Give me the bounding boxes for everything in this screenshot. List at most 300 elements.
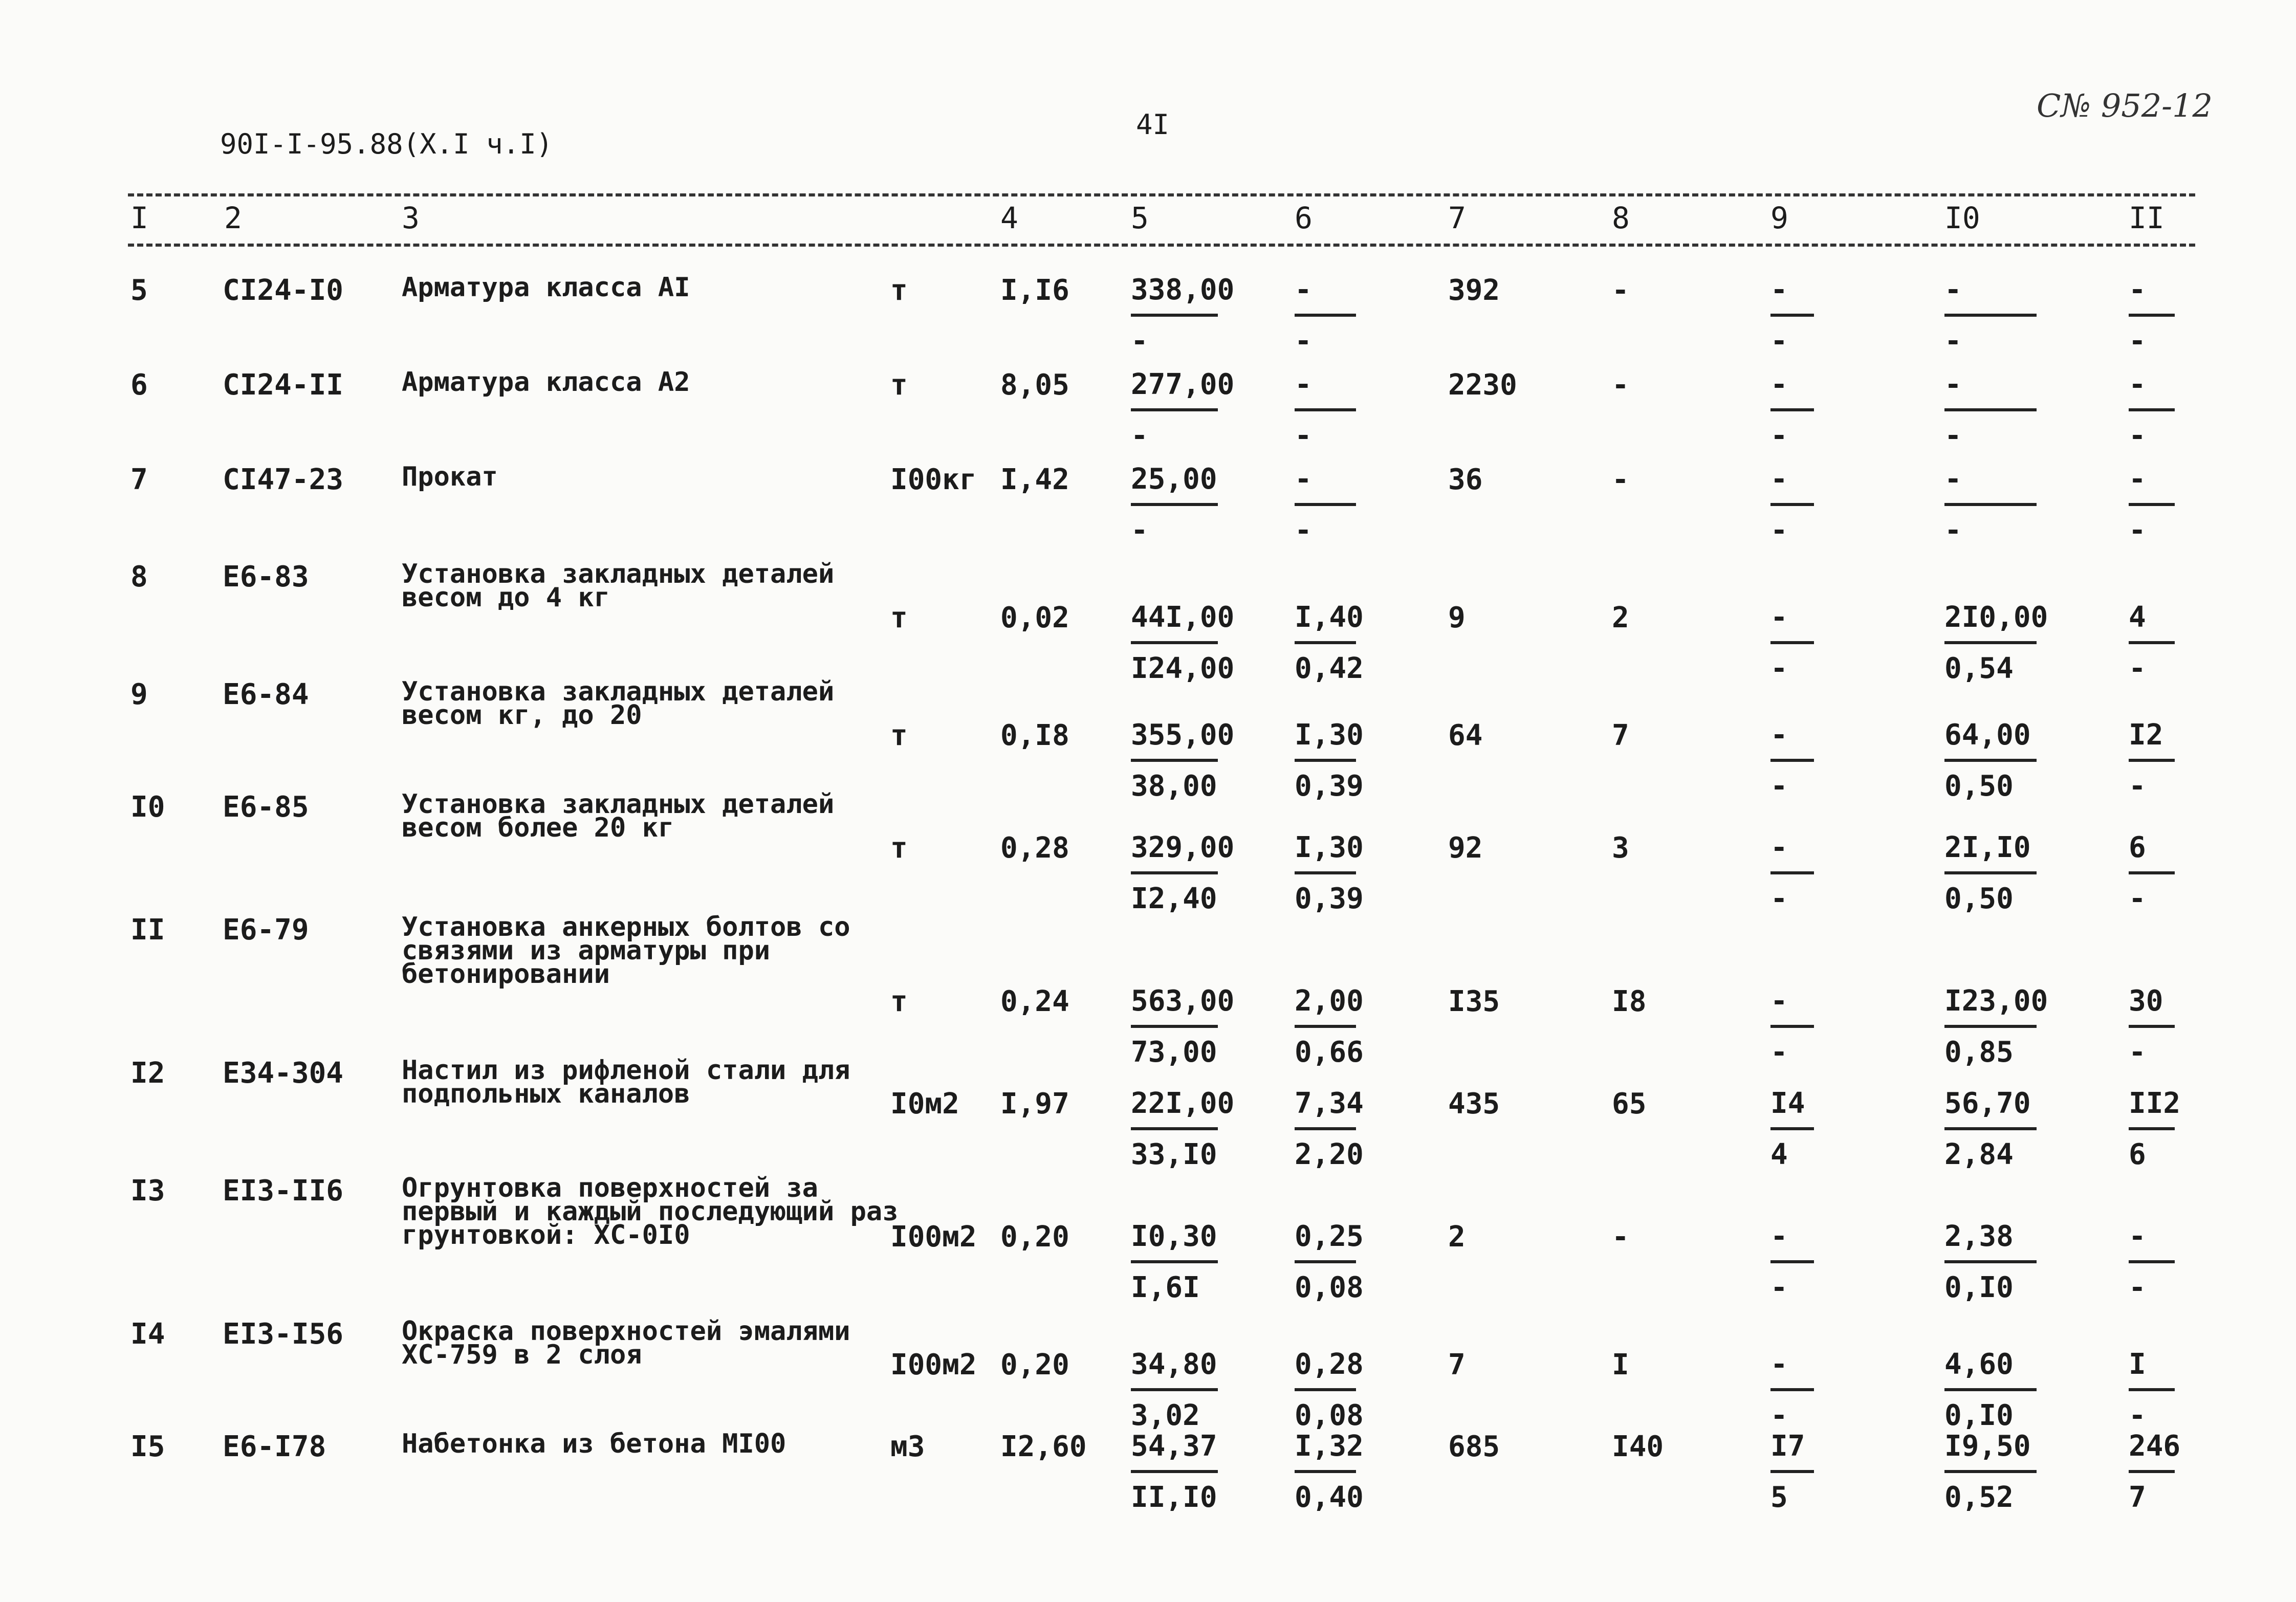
fraction-c11 (2129, 601, 2175, 685)
quantity: I,I6 (1000, 274, 1069, 307)
fraction-c6 (1295, 274, 1356, 358)
col-7-value: 92 (1448, 831, 1483, 865)
rate-code: EI3-I56 (223, 1318, 344, 1351)
denominator: - (1770, 1036, 1788, 1069)
fraction-c5 (1131, 1348, 1218, 1432)
col-7-value: 7 (1448, 1348, 1466, 1381)
fraction-bar (1944, 641, 2037, 644)
numerator: I4 (1770, 1087, 1805, 1120)
fraction-c9 (1770, 1220, 1814, 1304)
denominator: 0,08 (1295, 1399, 1364, 1432)
numerator: - (1770, 368, 1788, 401)
fraction-bar (1944, 1470, 2037, 1473)
work-name: Установка закладных деталей весом до 4 кг (402, 559, 835, 613)
fraction-c9 (1770, 985, 1814, 1069)
numerator: - (1944, 273, 1962, 306)
unit: т (890, 831, 908, 865)
fraction-bar (1944, 1127, 2037, 1130)
fraction-c11 (2129, 274, 2175, 358)
fraction-bar (1131, 641, 1218, 644)
fraction-bar (1770, 1470, 1814, 1473)
fraction-c5 (1131, 463, 1218, 547)
numerator: 34,80 (1131, 1348, 1217, 1381)
column-header-6: 6 (1295, 201, 1313, 235)
unit: I0м2 (890, 1087, 959, 1121)
row-number: I2 (130, 1057, 165, 1090)
column-header-2: 2 (224, 201, 242, 235)
quantity: 0,20 (1000, 1348, 1069, 1381)
denominator: 0,39 (1295, 882, 1364, 915)
column-header-1: I (130, 201, 148, 235)
denominator: 4 (1770, 1138, 1788, 1171)
denominator: II,I0 (1131, 1481, 1217, 1514)
fraction-c6 (1295, 984, 1364, 1069)
column-header-10: I0 (1944, 201, 1980, 235)
fraction-c9 (1770, 831, 1814, 915)
fraction-c5 (1131, 273, 1235, 358)
work-name: Прокат (402, 462, 498, 492)
work-name: Арматура класса AI (402, 272, 690, 303)
fraction-c10 (1944, 463, 2037, 547)
numerator: I2 (2129, 718, 2163, 752)
quantity: 8,05 (1000, 368, 1069, 402)
unit: I00м2 (890, 1348, 977, 1381)
fraction-bar (2129, 503, 2175, 506)
numerator: 355,00 (1131, 718, 1235, 752)
fraction-c5 (1131, 601, 1235, 685)
fraction-bar (1131, 1470, 1218, 1473)
numerator: - (1944, 463, 1962, 496)
denominator: 0,39 (1295, 770, 1364, 803)
fraction-bar (1295, 1025, 1356, 1028)
denominator: 73,00 (1131, 1036, 1217, 1069)
numerator: - (1770, 463, 1788, 496)
fraction-bar (1295, 1388, 1356, 1391)
numerator: - (2129, 463, 2146, 496)
numerator: I,30 (1295, 831, 1364, 864)
numerator: 6 (2129, 831, 2146, 864)
denominator: - (1770, 1271, 1788, 1304)
numerator: 0,28 (1295, 1348, 1364, 1381)
denominator: - (2129, 652, 2146, 685)
denominator: - (1295, 514, 1312, 547)
numerator: - (2129, 1220, 2146, 1253)
fraction-bar (1770, 408, 1814, 411)
fraction-bar (1770, 314, 1814, 317)
fraction-c6 (1295, 463, 1356, 547)
fraction-c11 (2129, 463, 2175, 547)
fraction-bar (2129, 1260, 2175, 1263)
fraction-bar (1131, 503, 1218, 506)
numerator: - (1295, 463, 1312, 496)
work-name: Окраска поверхностей эмалями XC-759 в 2 слоя (402, 1316, 850, 1370)
denominator: 0,I0 (1944, 1399, 2014, 1432)
fraction-c10 (1944, 1220, 2037, 1304)
numerator: 54,37 (1131, 1430, 1217, 1463)
fraction-c11 (2129, 831, 2175, 915)
rate-code: E6-I78 (223, 1430, 326, 1463)
row-number: 9 (130, 678, 148, 711)
quantity: 0,20 (1000, 1220, 1069, 1254)
numerator: I9,50 (1944, 1430, 2031, 1463)
denominator: - (1770, 770, 1788, 803)
fraction-c9 (1770, 274, 1814, 358)
numerator: 30 (2129, 984, 2163, 1018)
numerator: 2,00 (1295, 984, 1364, 1018)
fraction-bar (2129, 314, 2175, 317)
unit: I00кг (890, 463, 977, 496)
denominator: - (1770, 324, 1788, 358)
numerator: 7,34 (1295, 1087, 1364, 1120)
fraction-c9 (1770, 368, 1814, 452)
fraction-c11 (2129, 719, 2175, 803)
fraction-bar (1131, 759, 1218, 762)
fraction-c9 (1770, 463, 1814, 547)
unit: т (890, 274, 908, 307)
quantity: 0,I8 (1000, 719, 1069, 752)
denominator: 7 (2129, 1481, 2146, 1514)
fraction-c9 (1770, 601, 1814, 685)
fraction-bar (1770, 641, 1814, 644)
fraction-c11 (2129, 1348, 2175, 1432)
quantity: I,97 (1000, 1087, 1069, 1121)
fraction-c6 (1295, 601, 1364, 685)
fraction-c10 (1944, 601, 2048, 685)
work-name: Огрунтовка поверхностей за первый и каждый последующий раз грунтовкой: XC-0I0 (402, 1173, 899, 1250)
denominator: - (1944, 324, 1962, 358)
denominator: 33,I0 (1131, 1138, 1217, 1171)
denominator: I24,00 (1131, 652, 1235, 685)
fraction-c6 (1295, 1220, 1364, 1304)
fraction-bar (1944, 408, 2037, 411)
fraction-bar (1131, 314, 1218, 317)
fraction-c10 (1944, 831, 2037, 915)
col-8-value: 65 (1612, 1087, 1647, 1121)
fraction-c11 (2129, 1220, 2175, 1304)
unit: т (890, 368, 908, 402)
quantity: 0,28 (1000, 831, 1069, 865)
numerator: 22I,00 (1131, 1087, 1235, 1120)
fraction-c9 (1770, 1430, 1814, 1514)
fraction-c10 (1944, 1430, 2037, 1514)
numerator: 44I,00 (1131, 601, 1235, 634)
fraction-c5 (1131, 831, 1235, 915)
col-7-value: 9 (1448, 601, 1466, 634)
denominator: 3,02 (1131, 1399, 1200, 1432)
fraction-bar (2129, 1388, 2175, 1391)
fraction-bar (2129, 1470, 2175, 1473)
denominator: 0,54 (1944, 652, 2014, 685)
header-top-rule (128, 193, 2195, 196)
denominator: 5 (1770, 1481, 1788, 1514)
col-7-value: 685 (1448, 1430, 1500, 1463)
fraction-bar (1770, 1388, 1814, 1391)
column-header-4: 4 (1000, 201, 1018, 235)
fraction-c6 (1295, 1087, 1364, 1171)
denominator: - (2129, 1036, 2146, 1069)
quantity: 0,02 (1000, 601, 1069, 634)
numerator: 2I,I0 (1944, 831, 2031, 864)
fraction-c11 (2129, 1430, 2181, 1514)
fraction-c5 (1131, 1430, 1218, 1514)
col-8-value: I8 (1612, 985, 1647, 1018)
denominator: 0,50 (1944, 770, 2014, 803)
fraction-bar (1944, 759, 2037, 762)
denominator: - (2129, 324, 2146, 358)
denominator: - (2129, 419, 2146, 452)
header-bottom-rule (128, 244, 2195, 247)
fraction-c10 (1944, 368, 2037, 452)
denominator: - (1770, 652, 1788, 685)
fraction-bar (1770, 871, 1814, 874)
fraction-bar (1944, 1260, 2037, 1263)
work-name: Настил из рифленой стали для подпольных каналов (402, 1055, 850, 1109)
numerator: I0,30 (1131, 1220, 1217, 1253)
fraction-bar (1944, 503, 2037, 506)
col-8-value: 7 (1612, 719, 1629, 752)
column-header-8: 8 (1612, 201, 1630, 235)
numerator: 56,70 (1944, 1087, 2031, 1120)
numerator: 338,00 (1131, 273, 1235, 306)
numerator: 2I0,00 (1944, 601, 2048, 634)
page-number: 4I (1136, 108, 1170, 141)
fraction-c5 (1131, 368, 1235, 452)
denominator: - (1944, 419, 1962, 452)
numerator: 277,00 (1131, 368, 1235, 401)
work-name: Установка закладных деталей весом более 20 кг (402, 789, 835, 843)
denominator: - (1131, 514, 1148, 547)
column-header-11: II (2129, 201, 2164, 235)
rate-code: EI3-II6 (223, 1174, 344, 1208)
rate-code: CI24-I0 (223, 274, 344, 307)
fraction-bar (1295, 314, 1356, 317)
column-header-3: 3 (402, 201, 420, 235)
fraction-bar (1131, 1127, 1218, 1130)
fraction-bar (1770, 1025, 1814, 1028)
fraction-bar (1770, 1127, 1814, 1130)
fraction-bar (1770, 1260, 1814, 1263)
denominator: 0,08 (1295, 1271, 1364, 1304)
denominator: - (1131, 324, 1148, 358)
numerator: - (1295, 368, 1312, 401)
denominator: - (1770, 1399, 1788, 1432)
numerator: - (1944, 368, 1962, 401)
denominator: 0,52 (1944, 1481, 2014, 1514)
numerator: - (1770, 718, 1788, 752)
fraction-bar (1295, 1127, 1356, 1130)
row-number: I3 (130, 1174, 165, 1208)
fraction-bar (1295, 871, 1356, 874)
fraction-c11 (2129, 985, 2175, 1069)
numerator: 4,60 (1944, 1348, 2014, 1381)
row-number: II (130, 913, 165, 947)
col-8-value: I40 (1612, 1430, 1664, 1463)
numerator: 2,38 (1944, 1220, 2014, 1253)
fraction-bar (1944, 871, 2037, 874)
col-7-value: I35 (1448, 985, 1500, 1018)
numerator: I23,00 (1944, 984, 2048, 1018)
fraction-c5 (1131, 1087, 1235, 1171)
col-7-value: 2230 (1448, 368, 1517, 402)
numerator: - (1770, 984, 1788, 1018)
fraction-bar (1295, 1260, 1356, 1263)
fraction-c5 (1131, 984, 1235, 1069)
column-header-9: 9 (1770, 201, 1788, 235)
numerator: I,30 (1295, 718, 1364, 752)
col-8-value: - (1612, 1220, 1629, 1254)
denominator: 2,84 (1944, 1138, 2014, 1171)
col-8-value: 2 (1612, 601, 1629, 634)
col-7-value: 392 (1448, 274, 1500, 307)
col-7-value: 36 (1448, 463, 1483, 496)
denominator: 0,40 (1295, 1481, 1364, 1514)
work-name: Набетонка из бетона MI00 (402, 1429, 786, 1459)
fraction-c5 (1131, 718, 1235, 803)
rate-code: E6-84 (223, 678, 309, 711)
fraction-c10 (1944, 984, 2048, 1069)
denominator: 0,42 (1295, 652, 1364, 685)
row-number: I0 (130, 791, 165, 824)
rate-code: CI24-II (223, 368, 344, 402)
fraction-bar (1944, 1388, 2037, 1391)
denominator: 0,66 (1295, 1036, 1364, 1069)
row-number: 5 (130, 274, 148, 307)
col-7-value: 64 (1448, 719, 1483, 752)
quantity: I,42 (1000, 463, 1069, 496)
fraction-bar (2129, 1025, 2175, 1028)
row-number: 7 (130, 463, 148, 496)
fraction-bar (1131, 871, 1218, 874)
fraction-c11 (2129, 368, 2175, 452)
fraction-c10 (1944, 719, 2037, 803)
fraction-c10 (1944, 274, 2037, 358)
fraction-bar (1295, 1470, 1356, 1473)
numerator: 246 (2129, 1430, 2181, 1463)
column-header-5: 5 (1131, 201, 1149, 235)
fraction-bar (1944, 314, 2037, 317)
fraction-bar (1944, 1025, 2037, 1028)
document-code: 90I-I-95.88(X.I ч.I) (220, 128, 553, 160)
fraction-c6 (1295, 1430, 1364, 1514)
denominator: - (2129, 1399, 2146, 1432)
fraction-bar (1295, 641, 1356, 644)
work-name: Установка анкерных болтов со связями из арматуры при бетонировании (402, 912, 850, 990)
unit: т (890, 719, 908, 752)
rate-code: E6-83 (223, 560, 309, 594)
numerator: 563,00 (1131, 984, 1235, 1018)
fraction-bar (1295, 759, 1356, 762)
denominator: 2,20 (1295, 1138, 1364, 1171)
numerator: I,40 (1295, 601, 1364, 634)
denominator: - (1295, 324, 1312, 358)
numerator: I,32 (1295, 1430, 1364, 1463)
numerator: - (1295, 273, 1312, 306)
col-8-value: I (1612, 1348, 1629, 1381)
numerator: - (2129, 368, 2146, 401)
column-header-7: 7 (1448, 201, 1466, 235)
numerator: I7 (1770, 1430, 1805, 1463)
numerator: - (1770, 273, 1788, 306)
denominator: I,6I (1131, 1271, 1200, 1304)
col-8-value: 3 (1612, 831, 1629, 865)
rate-code: E6-85 (223, 791, 309, 824)
numerator: - (1770, 1348, 1788, 1381)
fraction-c6 (1295, 718, 1364, 803)
fraction-c6 (1295, 831, 1364, 915)
row-number: 8 (130, 560, 148, 594)
archive-stamp: С№ 952-12 (2037, 87, 2213, 124)
denominator: - (2129, 770, 2146, 803)
numerator: - (1770, 831, 1788, 864)
col-7-value: 435 (1448, 1087, 1500, 1121)
numerator: 25,00 (1131, 463, 1217, 496)
numerator: - (1770, 1220, 1788, 1253)
unit: т (890, 601, 908, 634)
denominator: 6 (2129, 1138, 2146, 1171)
denominator: - (1770, 882, 1788, 915)
col-8-value: - (1612, 463, 1629, 496)
fraction-bar (2129, 759, 2175, 762)
numerator: 4 (2129, 601, 2146, 634)
fraction-bar (2129, 408, 2175, 411)
col-8-value: - (1612, 368, 1629, 402)
row-number: I4 (130, 1318, 165, 1351)
denominator: - (1295, 419, 1312, 452)
denominator: - (1131, 419, 1148, 452)
fraction-bar (1131, 408, 1218, 411)
rate-code: E34-304 (223, 1057, 344, 1090)
denominator: - (2129, 882, 2146, 915)
fraction-bar (1131, 1260, 1218, 1263)
row-number: 6 (130, 368, 148, 402)
fraction-bar (2129, 1127, 2175, 1130)
fraction-c10 (1944, 1348, 2037, 1432)
numerator: - (1770, 601, 1788, 634)
numerator: 64,00 (1944, 718, 2031, 752)
numerator: - (2129, 273, 2146, 306)
rate-code: E6-79 (223, 913, 309, 947)
fraction-bar (1131, 1388, 1218, 1391)
fraction-bar (1295, 503, 1356, 506)
fraction-bar (1770, 759, 1814, 762)
fraction-c6 (1295, 1348, 1364, 1432)
fraction-bar (1131, 1025, 1218, 1028)
work-name: Установка закладных деталей весом кг, до 20 (402, 676, 835, 731)
fraction-c9 (1770, 719, 1814, 803)
quantity: 0,24 (1000, 985, 1069, 1018)
fraction-bar (2129, 871, 2175, 874)
col-8-value: - (1612, 274, 1629, 307)
work-name: Арматура класса A2 (402, 367, 690, 398)
denominator: 38,00 (1131, 770, 1217, 803)
denominator: 0,85 (1944, 1036, 2014, 1069)
numerator: 0,25 (1295, 1220, 1364, 1253)
fraction-bar (2129, 641, 2175, 644)
denominator: 0,I0 (1944, 1271, 2014, 1304)
denominator: 0,50 (1944, 882, 2014, 915)
fraction-bar (1295, 408, 1356, 411)
fraction-c10 (1944, 1087, 2037, 1171)
fraction-c9 (1770, 1348, 1814, 1432)
numerator: 329,00 (1131, 831, 1235, 864)
denominator: - (1770, 514, 1788, 547)
denominator: - (2129, 1271, 2146, 1304)
denominator: - (2129, 514, 2146, 547)
numerator: I (2129, 1348, 2146, 1381)
fraction-bar (1770, 503, 1814, 506)
fraction-c5 (1131, 1220, 1218, 1304)
row-number: I5 (130, 1430, 165, 1463)
